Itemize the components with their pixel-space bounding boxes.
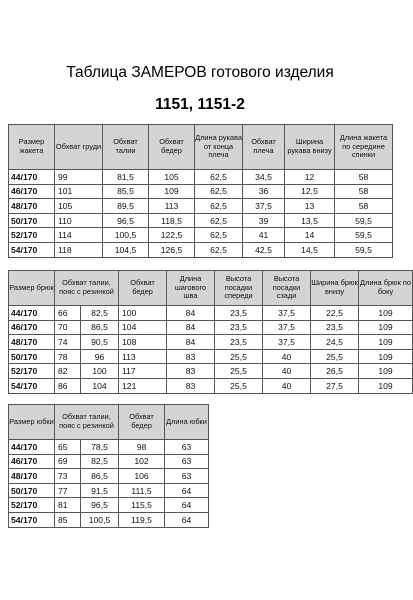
table-cell: 27,5	[311, 378, 359, 393]
table-cell: 58	[335, 170, 393, 185]
table-cell: 91,5	[81, 483, 119, 498]
table-cell: 62,5	[195, 228, 243, 243]
table-row	[9, 469, 209, 484]
size-cell: 52/170	[9, 498, 55, 513]
table-cell: 63	[165, 440, 209, 455]
table-row	[9, 320, 413, 335]
size-cell: 46/170	[9, 320, 55, 335]
table-cell: 25,5	[311, 349, 359, 364]
size-cell: 52/170	[9, 228, 55, 243]
table-cell: 83	[167, 349, 215, 364]
table-cell: 109	[359, 335, 413, 350]
table-cell: 81,5	[103, 170, 149, 185]
table-cell: 104	[119, 320, 167, 335]
table-cell: 59,5	[335, 242, 393, 257]
size-cell: 46/170	[9, 184, 55, 199]
table-row	[9, 335, 413, 350]
size-cell: 48/170	[9, 469, 55, 484]
table-cell: 58	[335, 184, 393, 199]
table-cell: 83	[167, 378, 215, 393]
table-cell: 109	[359, 349, 413, 364]
table-cell: 62,5	[195, 184, 243, 199]
table-row	[9, 378, 413, 393]
table-cell: 26,5	[311, 364, 359, 379]
table-cell: 64	[165, 498, 209, 513]
table-cell: 105	[55, 199, 103, 214]
header-waist: Обхват талии	[103, 125, 149, 170]
table-cell: 42,5	[243, 242, 285, 257]
table-cell: 37,5	[263, 320, 311, 335]
table-cell: 78,5	[81, 440, 119, 455]
trousers-measurements-table	[8, 270, 413, 394]
size-cell: 54/170	[9, 242, 55, 257]
table-cell: 102	[119, 454, 165, 469]
table-cell: 13	[285, 199, 335, 214]
table-cell: 122,5	[149, 228, 195, 243]
table-cell: 105	[149, 170, 195, 185]
table-cell: 65	[55, 440, 81, 455]
table-cell: 62,5	[195, 199, 243, 214]
table-cell: 25,5	[215, 378, 263, 393]
size-cell: 44/170	[9, 306, 55, 321]
table-cell: 100	[81, 364, 119, 379]
table-cell: 86	[55, 378, 81, 393]
table-cell: 82	[55, 364, 81, 379]
table-row	[9, 306, 413, 321]
table-cell: 40	[263, 364, 311, 379]
header-sleeve-width: Ширина рукава внизу	[285, 125, 335, 170]
table-cell: 117	[119, 364, 167, 379]
table-cell: 39	[243, 213, 285, 228]
header-shoulder: Обхват плеча	[243, 125, 285, 170]
table-cell: 66	[55, 306, 81, 321]
table-cell: 109	[149, 184, 195, 199]
table-cell: 104,5	[103, 242, 149, 257]
table-cell: 108	[119, 335, 167, 350]
table-row	[9, 454, 209, 469]
header-sleeve-length: Длина рукава от конца плеча	[195, 125, 243, 170]
table-cell: 104	[81, 378, 119, 393]
table-cell: 82,5	[81, 306, 119, 321]
table-row	[9, 199, 393, 214]
table-cell: 101	[55, 184, 103, 199]
size-cell: 48/170	[9, 199, 55, 214]
table-row	[9, 364, 413, 379]
table-cell: 73	[55, 469, 81, 484]
table-cell: 59,5	[335, 228, 393, 243]
table-cell: 14,5	[285, 242, 335, 257]
header-hips: Обхват бедер	[149, 125, 195, 170]
size-cell: 48/170	[9, 335, 55, 350]
table-cell: 77	[55, 483, 81, 498]
size-cell: 54/170	[9, 378, 55, 393]
header-inseam: Длина шагового шва	[167, 271, 215, 306]
table-cell: 84	[167, 306, 215, 321]
table-cell: 59,5	[335, 213, 393, 228]
size-cell: 54/170	[9, 512, 55, 527]
header-skirt-length: Длина юбки	[165, 405, 209, 440]
table-cell: 63	[165, 469, 209, 484]
table-cell: 121	[119, 378, 167, 393]
table-cell: 64	[165, 512, 209, 527]
table-cell: 106	[119, 469, 165, 484]
header-hips: Обхват бедер	[119, 405, 165, 440]
page-title: Таблица ЗАМЕРОВ готового изделия	[66, 64, 334, 81]
header-hem-width: Ширина брюк внизу	[311, 271, 359, 306]
size-cell: 44/170	[9, 440, 55, 455]
table-cell: 100	[119, 306, 167, 321]
table-cell: 37,5	[243, 199, 285, 214]
model-numbers: 1151, 1151-2	[155, 96, 245, 113]
table-cell: 98	[119, 440, 165, 455]
table-row	[9, 242, 393, 257]
table-cell: 12	[285, 170, 335, 185]
table-cell: 37,5	[263, 306, 311, 321]
table-cell: 118	[55, 242, 103, 257]
table-cell: 23,5	[311, 320, 359, 335]
table-cell: 22,5	[311, 306, 359, 321]
table-cell: 99	[55, 170, 103, 185]
size-cell: 44/170	[9, 170, 55, 185]
table-cell: 109	[359, 364, 413, 379]
table-cell: 64	[165, 483, 209, 498]
table-cell: 23,5	[215, 306, 263, 321]
table-cell: 109	[359, 306, 413, 321]
table-cell: 36	[243, 184, 285, 199]
size-cell: 50/170	[9, 483, 55, 498]
table-cell: 126,5	[149, 242, 195, 257]
table-cell: 70	[55, 320, 81, 335]
header-chest: Обхват груди	[55, 125, 103, 170]
table-cell: 37,5	[263, 335, 311, 350]
header-front-rise: Высота посадки спереди	[215, 271, 263, 306]
table-cell: 110	[55, 213, 103, 228]
table-cell: 58	[335, 199, 393, 214]
size-cell: 52/170	[9, 364, 55, 379]
table-cell: 12,5	[285, 184, 335, 199]
table-cell: 40	[263, 378, 311, 393]
size-cell: 50/170	[9, 349, 55, 364]
table-cell: 82,5	[81, 454, 119, 469]
table-cell: 24,5	[311, 335, 359, 350]
table-cell: 96,5	[103, 213, 149, 228]
table-cell: 96,5	[81, 498, 119, 513]
table-cell: 25,5	[215, 349, 263, 364]
header-waist-elastic: Обхват талии, пояс с резинкой	[55, 405, 119, 440]
size-cell: 50/170	[9, 213, 55, 228]
table-cell: 83	[167, 364, 215, 379]
table-cell: 23,5	[215, 320, 263, 335]
header-trousers-size: Размер брюк	[9, 271, 55, 306]
table-row	[9, 440, 209, 455]
table-cell: 78	[55, 349, 81, 364]
table-cell: 13,5	[285, 213, 335, 228]
table-row	[9, 170, 393, 185]
table-cell: 74	[55, 335, 81, 350]
table-cell: 90,5	[81, 335, 119, 350]
table-cell: 100,5	[81, 512, 119, 527]
skirt-measurements-table	[8, 404, 209, 528]
header-waist-elastic: Обхват талии, пояс с резинкой	[55, 271, 119, 306]
header-skirt-size: Размер юбки	[9, 405, 55, 440]
table-cell: 115,5	[119, 498, 165, 513]
table-row	[9, 228, 393, 243]
header-side-length: Длина брюк по боку	[359, 271, 413, 306]
header-back-rise: Высота посадки сзади	[263, 271, 311, 306]
table-cell: 69	[55, 454, 81, 469]
table-cell: 114	[55, 228, 103, 243]
table-cell: 25,5	[215, 364, 263, 379]
table-cell: 109	[359, 378, 413, 393]
header-hips: Обхват бедер	[119, 271, 167, 306]
table-cell: 14	[285, 228, 335, 243]
table-cell: 62,5	[195, 242, 243, 257]
table-cell: 119,5	[119, 512, 165, 527]
table-cell: 40	[263, 349, 311, 364]
table-cell: 86,5	[81, 469, 119, 484]
table-row	[9, 184, 393, 199]
table-row	[9, 349, 413, 364]
table-cell: 34,5	[243, 170, 285, 185]
table-cell: 111,5	[119, 483, 165, 498]
table-cell: 109	[359, 320, 413, 335]
table-cell: 41	[243, 228, 285, 243]
table-cell: 96	[81, 349, 119, 364]
size-cell: 46/170	[9, 454, 55, 469]
table-cell: 89,5	[103, 199, 149, 214]
table-cell: 81	[55, 498, 81, 513]
table-cell: 84	[167, 320, 215, 335]
header-jacket-size: Размер жакета	[9, 125, 55, 170]
table-cell: 86,5	[81, 320, 119, 335]
table-cell: 84	[167, 335, 215, 350]
table-row	[9, 213, 393, 228]
table-row	[9, 512, 209, 527]
table-cell: 113	[149, 199, 195, 214]
table-cell: 85	[55, 512, 81, 527]
table-cell: 23,5	[215, 335, 263, 350]
table-cell: 62,5	[195, 213, 243, 228]
table-cell: 118,5	[149, 213, 195, 228]
header-jacket-length: Длина жакета по середине спинки	[335, 125, 393, 170]
table-cell: 113	[119, 349, 167, 364]
jacket-measurements-table	[8, 124, 393, 258]
table-cell: 100,5	[103, 228, 149, 243]
table-row	[9, 498, 209, 513]
table-cell: 62,5	[195, 170, 243, 185]
table-row	[9, 483, 209, 498]
table-cell: 63	[165, 454, 209, 469]
table-cell: 85,5	[103, 184, 149, 199]
